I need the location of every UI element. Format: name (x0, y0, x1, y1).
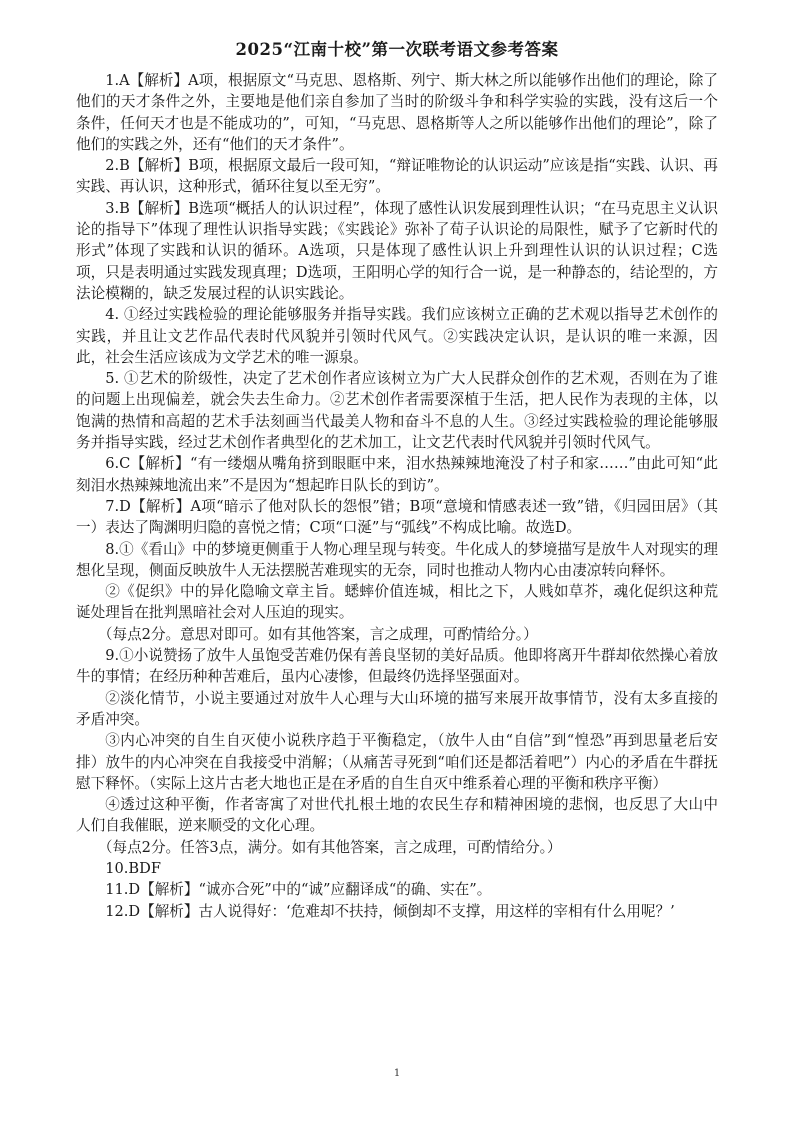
answer-3: 3.B【解析】B选项“概括人的认识过程”，体现了感性认识发展到理性认识；“在马克思主义认识论的指导下”体现了理性认识指导实践；《实践论》弥补了荀子认识论的局限性，赋予了它新时代的形式”体现了实践和认识的循环。A选项，只是体现了感性认识上升到理性认识的认识过程；C选项，只是表明通过实践发现真理；D选项，王阳明心学的知行合一说，是一种静态的，结论型的，方法论模糊的，缺乏发展过程的认识实践论。 (76, 199, 718, 302)
answer-9-point-4: ④透过这种平衡，作者寄寓了对世代扎根土地的农民生存和精神困境的悲悯，也反思了大山中人们自我催眠，逆来顺受的文化心理。 (76, 796, 718, 835)
answer-9-scoring-note: （每点2分。任答3点，满分。如有其他答案，言之成理，可酌情给分。） (97, 838, 562, 856)
answer-10: 10.BDF (105, 859, 161, 877)
answer-body (76, 70, 718, 922)
answer-9-point-1: 9.①小说赞扬了放牛人虽饱受苦难仍保有善良坚韧的美好品质。他即将离开牛群却依然操心着放牛的事情；在经历种种苦难后，虽内心凄惨，但最终仍选择坚强面对。 (76, 647, 718, 686)
answer-11: 11.D【解析】“诚亦合死”中的“诚”应翻译成“的确、实在”。 (105, 881, 492, 899)
page-number: 1 (393, 1068, 401, 1079)
answer-7: 7.D【解析】A项“暗示了他对队长的怨恨”错；B项“意境和情感表述一致”错，《归园田居》（其一）表达了陶渊明归隐的喜悦之情；C项“口涎”与“弧线”不构成比喻。故选D。 (76, 497, 718, 537)
page-title: 2025“江南十校”第一次联考语文参考答案 (235, 40, 559, 59)
answer-9-point-2: ②淡化情节，小说主要通过对放牛人心理与大山环境的描写来展开故事情节，没有太多直接的矛盾冲突。 (76, 689, 718, 728)
answer-8-point-1: 8.①《看山》中的梦境更侧重于人物心理呈现与转变。牛化成人的梦境描写是放牛人对现实的理想化呈现，侧面反映放牛人无法摆脱苦难现实的无奈，同时也推动人物内心由凄凉转向释怀。 (76, 540, 718, 579)
answer-2: 2.B【解析】B项，根据原文最后一段可知，“辩证唯物论的认识运动”应该是指“实践、认识、再实践、再认识，这种形式，循环往复以至无穷”。 (76, 157, 718, 196)
answer-4: 4. ①经过实践检验的理论能够服务并指导实践。我们应该树立正确的艺术观以指导艺术创作的实践，并且让文艺作品代表时代风貌并引领时代风气。②实践决定认识，是认识的唯一来源，因此，社会生活应该成为文学艺术的唯一源泉。 (76, 306, 718, 366)
answer-1: 1.A【解析】A项，根据原文“马克思、恩格斯、列宁、斯大林之所以能够作出他们的理论，除了他们的天才条件之外，主要地是他们亲自参加了当时的阶级斗争和科学实验的实践，没有这后一个条件，任何天才也是不能成功的”，可知，“马克思、恩格斯等人之所以能够作出他们的理论”，除了他们的实践之外，还有“他们的天才条件”。 (76, 72, 718, 153)
answer-5: 5. ①艺术的阶级性，决定了艺术创作者应该树立为广大人民群众创作的艺术观，否则在为了谁的问题上出现偏差，就会失去生命力。②艺术创作者需要深植于生活，把人民作为表现的主体，以饱满的热情和高超的艺术手法刻画当代最美人物和奋斗不息的人生。③经过实践检验的理论能够服务并指导实践，经过艺术创作者典型化的艺术加工，让文艺代表时代风貌并引领时代风气。 (76, 370, 718, 452)
answer-9-point-3: ③内心冲突的自生自灭使小说秩序趋于平衡稳定，（放牛人由“自信”到“惶恐”再到思量老后安排）放牛的内心冲突在自我接受中消解；（从痛苦寻死到“咱们还是都活着吧”）内心的矛盾在牛群抚慰下释怀。（实际上这片古老大地也正是在矛盾的自生自灭中维系着心理的平衡和秩序平衡） (76, 732, 718, 792)
answer-8-point-2: ②《促织》中的异化隐喻文章主旨。蟋蟀价值连城，相比之下，人贱如草芥，魂化促织这种荒诞处理旨在批判黑暗社会对人压迫的现实。 (76, 583, 718, 622)
answer-12: 12.D【解析】古人说得好：‘危难却不扶持，倾倒却不支撑，用这样的宰相有什么用呢？’ (105, 902, 675, 920)
answer-8-scoring-note: （每点2分。意思对即可。如有其他答案，言之成理，可酌情给分。） (97, 625, 538, 643)
answer-6: 6.C【解析】“有一缕烟从嘴角挤到眼眶中来，泪水热辣辣地淹没了村子和家……”由此可知“此刻泪水热辣辣地流出来”不是因为“想起昨日队长的到访”。 (76, 455, 718, 494)
